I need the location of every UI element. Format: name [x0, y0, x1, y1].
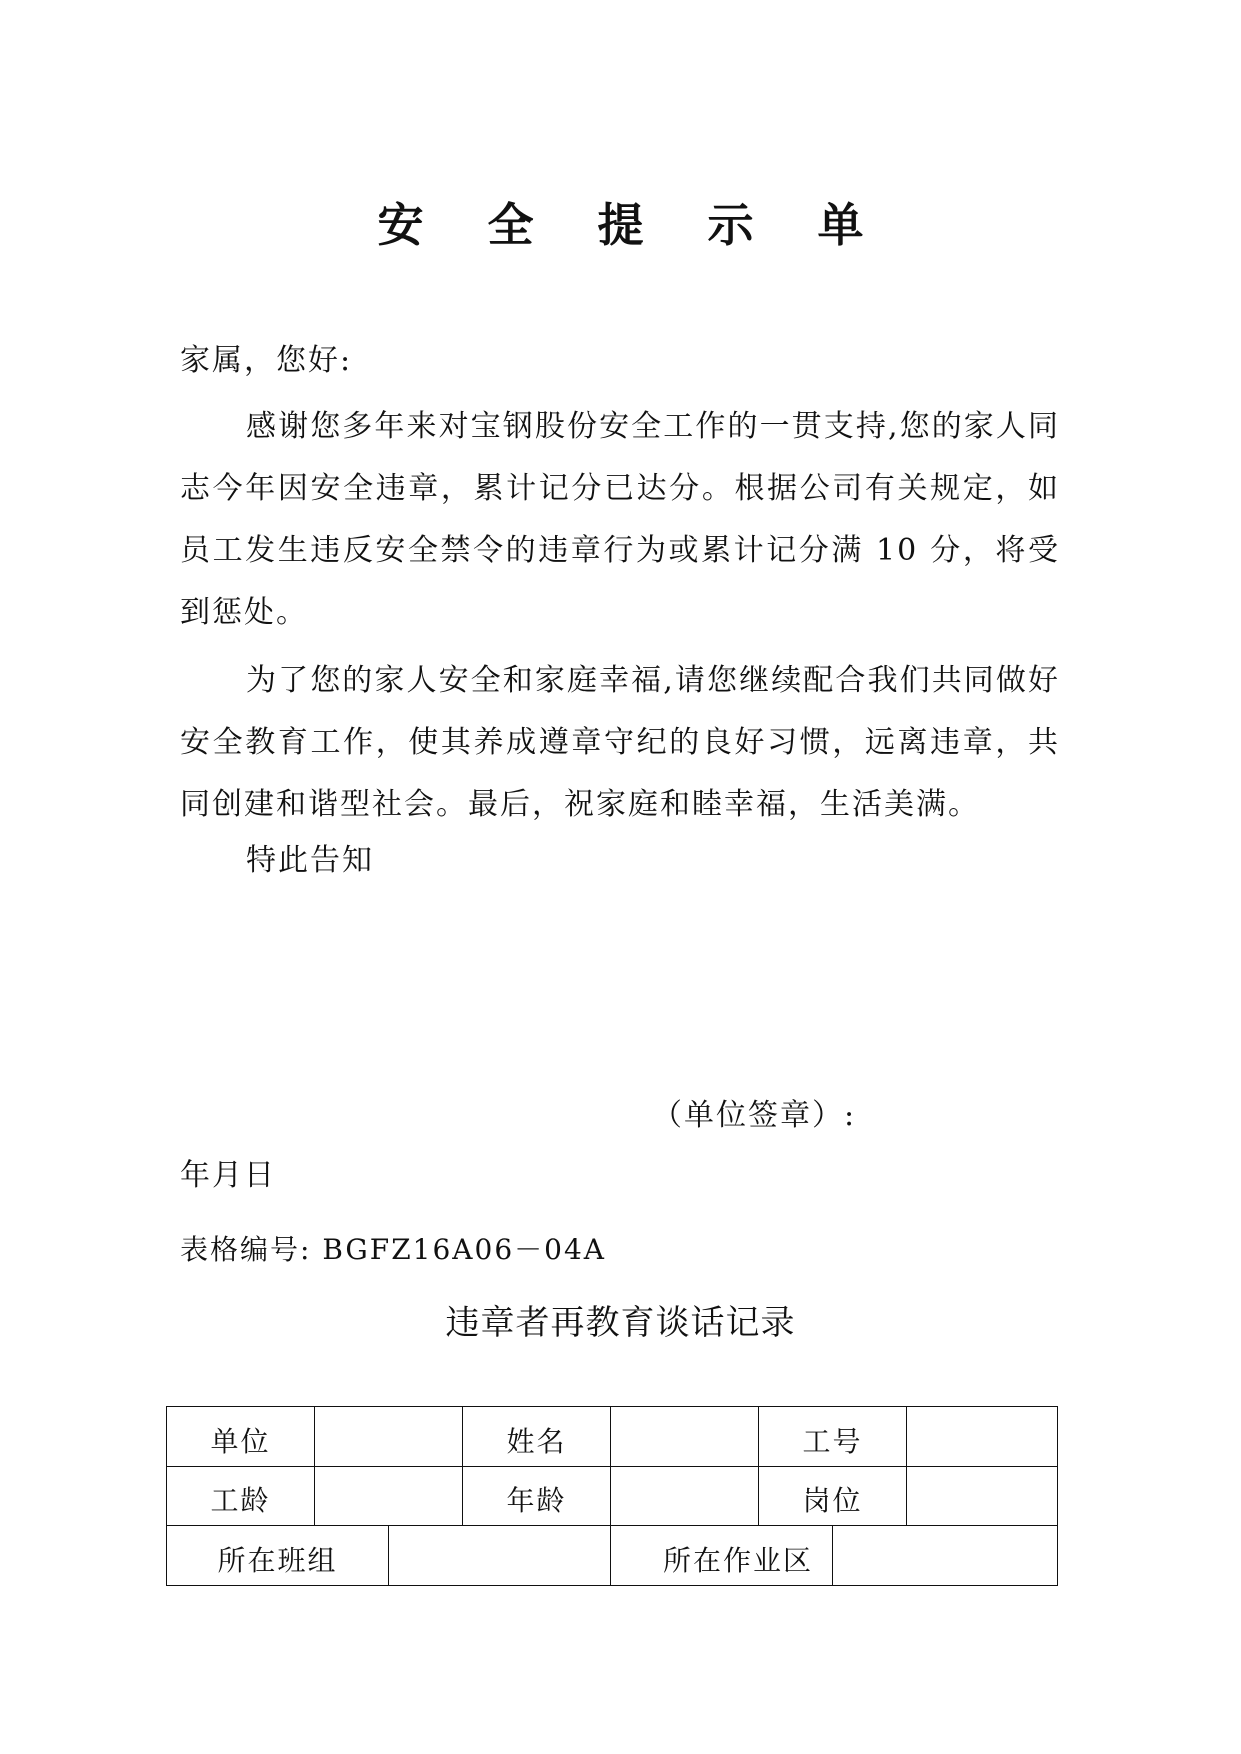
record-title: 违章者再教育谈话记录 [445, 1303, 796, 1343]
document-title: 安 全 提 示 单 [377, 198, 888, 252]
team-field[interactable] [389, 1526, 611, 1586]
name-label: 姓名 [463, 1407, 611, 1467]
job-no-field[interactable] [907, 1407, 1058, 1467]
unit-label: 单位 [167, 1407, 315, 1467]
notice-text: 特此告知 [246, 843, 374, 878]
work-area-field[interactable] [833, 1526, 1058, 1586]
age-field[interactable] [611, 1466, 759, 1526]
table-row [167, 1466, 1058, 1526]
date-label: 年月日 [180, 1158, 276, 1193]
work-years-field[interactable] [315, 1466, 463, 1526]
paragraph-1: 感谢您多年来对宝钢股份安全工作的一贯支持,您的家人同志今年因安全违章，累计记分已达分。根据公司有关规定，如员工发生违反安全禁令的违章行为或累计记分满 10 分，将受到惩处。 [180, 409, 1060, 630]
paragraph-2: 为了您的家人安全和家庭幸福,请您继续配合我们共同做好安全教育工作，使其养成遵章守纪的良好习惯，远离违章，共同创建和谐型社会。最后，祝家庭和睦幸福，生活美满。 [180, 663, 1060, 822]
name-field[interactable] [611, 1407, 759, 1467]
record-table [166, 1406, 1058, 1586]
unit-seal-label: （单位签章）: [652, 1098, 857, 1133]
form-code: 表格编号: BGFZ16A06－04A [180, 1233, 607, 1266]
work-years-label: 工龄 [167, 1466, 315, 1526]
age-label: 年龄 [463, 1466, 611, 1526]
table-row [167, 1407, 1058, 1467]
table-row [167, 1526, 1058, 1586]
team-label: 所在班组 [167, 1526, 389, 1586]
post-label: 岗位 [759, 1466, 907, 1526]
work-area-label: 所在作业区 [611, 1526, 833, 1586]
unit-field[interactable] [315, 1407, 463, 1467]
greeting: 家属，您好: [180, 343, 353, 378]
job-no-label: 工号 [759, 1407, 907, 1467]
post-field[interactable] [907, 1466, 1058, 1526]
